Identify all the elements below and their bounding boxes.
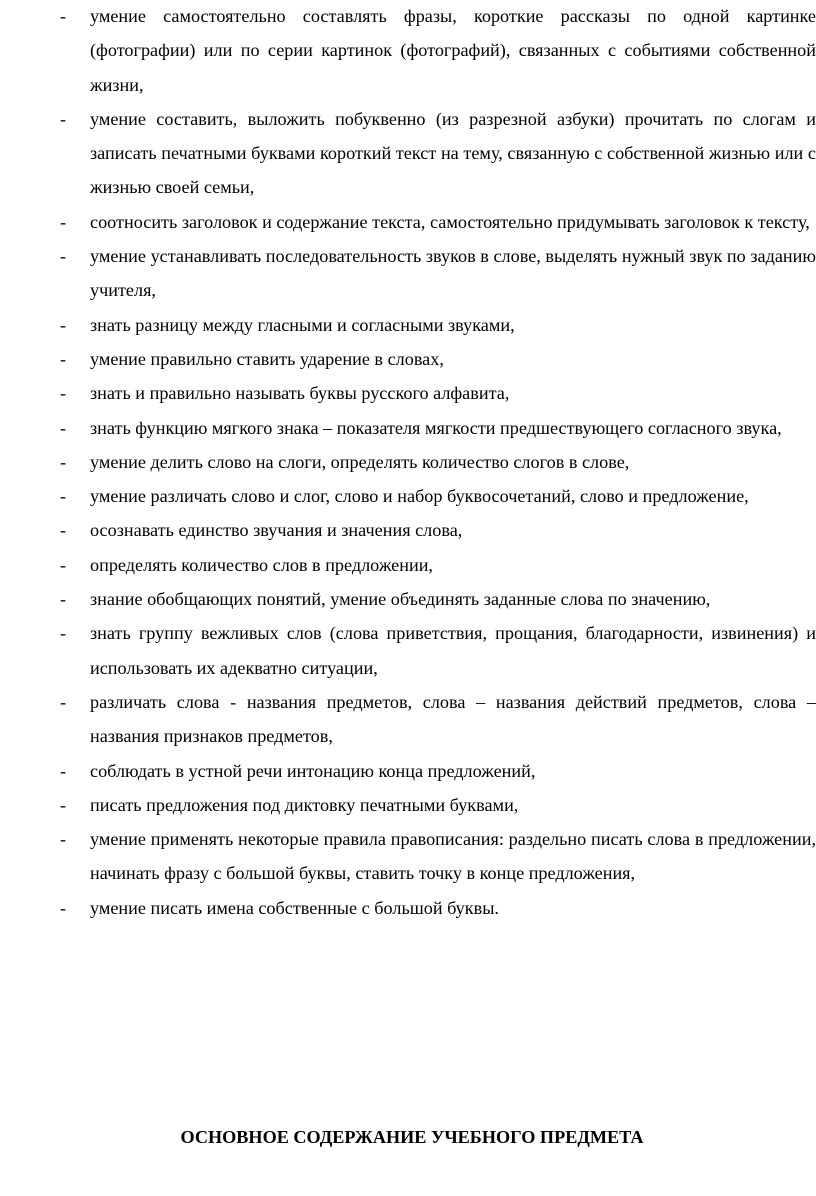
list-bullet: - bbox=[60, 383, 67, 404]
list-bullet: - bbox=[60, 897, 67, 918]
list-bullet: - bbox=[60, 348, 67, 369]
list-item-text: знать функцию мягкого знака – показателя мягкости предшествующего согласного звука, bbox=[90, 417, 782, 438]
list-bullet: - bbox=[60, 760, 67, 781]
list-item bbox=[0, 754, 816, 788]
list-item bbox=[0, 205, 816, 239]
list-item-text: знать разницу между гласными и согласными звуками, bbox=[90, 314, 515, 335]
list-bullet: - bbox=[60, 829, 67, 850]
list-item-text: соблюдать в устной речи интонацию конца предложений, bbox=[90, 760, 536, 781]
list-bullet: - bbox=[60, 520, 67, 541]
list-item bbox=[0, 102, 816, 205]
list-bullet: - bbox=[60, 486, 67, 507]
list-bullet: - bbox=[60, 554, 67, 575]
list-bullet: - bbox=[60, 589, 67, 610]
list-item-text: писать предложения под диктовку печатными буквами, bbox=[90, 794, 519, 815]
list-item bbox=[0, 308, 816, 342]
list-item-text: знать группу вежливых слов (слова приветствия, прощания, благодарности, извинения) и использовать их адекватно ситуации, bbox=[90, 623, 816, 678]
list-item-text: умение различать слово и слог, слово и набор буквосочетаний, слово и предложение, bbox=[90, 486, 749, 507]
list-item bbox=[0, 685, 816, 754]
list-bullet: - bbox=[60, 417, 67, 438]
list-item-text: знать и правильно называть буквы русского алфавита, bbox=[90, 383, 510, 404]
list-item bbox=[0, 342, 816, 376]
list-item-text: умение применять некоторые правила правописания: раздельно писать слова в предложении, начинать фразу с большой буквы, ставить точку в конце предложения, bbox=[90, 829, 816, 884]
list-bullet: - bbox=[60, 211, 67, 232]
list-item-text: умение устанавливать последовательность звуков в слове, выделять нужный звук по заданию учителя, bbox=[90, 246, 816, 301]
list-item bbox=[0, 0, 816, 102]
list-item-text: осознавать единство звучания и значения слова, bbox=[90, 520, 463, 541]
list-item bbox=[0, 411, 816, 445]
list-item bbox=[0, 822, 816, 891]
list-bullet: - bbox=[60, 691, 67, 712]
list-item bbox=[0, 582, 816, 616]
list-item bbox=[0, 239, 816, 308]
list-item-text: соотносить заголовок и содержание текста, самостоятельно придумывать заголовок к тексту, bbox=[90, 211, 810, 232]
list-bullet: - bbox=[60, 246, 67, 267]
list-item bbox=[0, 376, 816, 410]
section-heading: ОСНОВНОЕ СОДЕРЖАНИЕ УЧЕБНОГО ПРЕДМЕТА bbox=[180, 1127, 644, 1147]
list-bullet: - bbox=[60, 314, 67, 335]
list-bullet: - bbox=[60, 794, 67, 815]
list-item bbox=[0, 788, 816, 822]
list-item-text: умение составить, выложить побуквенно (из разрезной азбуки) прочитать по слогам и записать печатными буквами короткий текст на тему, связанную с собственной жизнью или с жизнью своей семьи, bbox=[90, 108, 816, 198]
list-item-text: умение писать имена собственные с большой буквы. bbox=[90, 897, 499, 918]
list-item-text: различать слова - названия предметов, слова – названия действий предметов, слова – названия признаков предметов, bbox=[90, 691, 816, 747]
list-item bbox=[0, 548, 816, 582]
list-item-text: знание обобщающих понятий, умение объединять заданные слова по значению, bbox=[90, 589, 711, 610]
list-item-text: умение делить слово на слоги, определять количество слогов в слове, bbox=[90, 451, 630, 472]
list-bullet: - bbox=[60, 623, 67, 644]
list-item bbox=[0, 445, 816, 479]
list-item bbox=[0, 891, 816, 925]
list-item bbox=[0, 616, 816, 685]
list-item bbox=[0, 513, 816, 547]
list-item bbox=[0, 479, 816, 513]
list-item-text: определять количество слов в предложении, bbox=[90, 554, 433, 575]
list-item-text: умение самостоятельно составлять фразы, короткие рассказы по одной картинке (фотографии) или по серии картинок (фотографий), связанных с событиями собственной жизни, bbox=[90, 6, 816, 95]
list-item-text: умение правильно ставить ударение в словах, bbox=[90, 348, 444, 369]
list-bullet: - bbox=[60, 108, 67, 129]
list-bullet: - bbox=[60, 451, 67, 472]
list-bullet: - bbox=[60, 6, 67, 26]
